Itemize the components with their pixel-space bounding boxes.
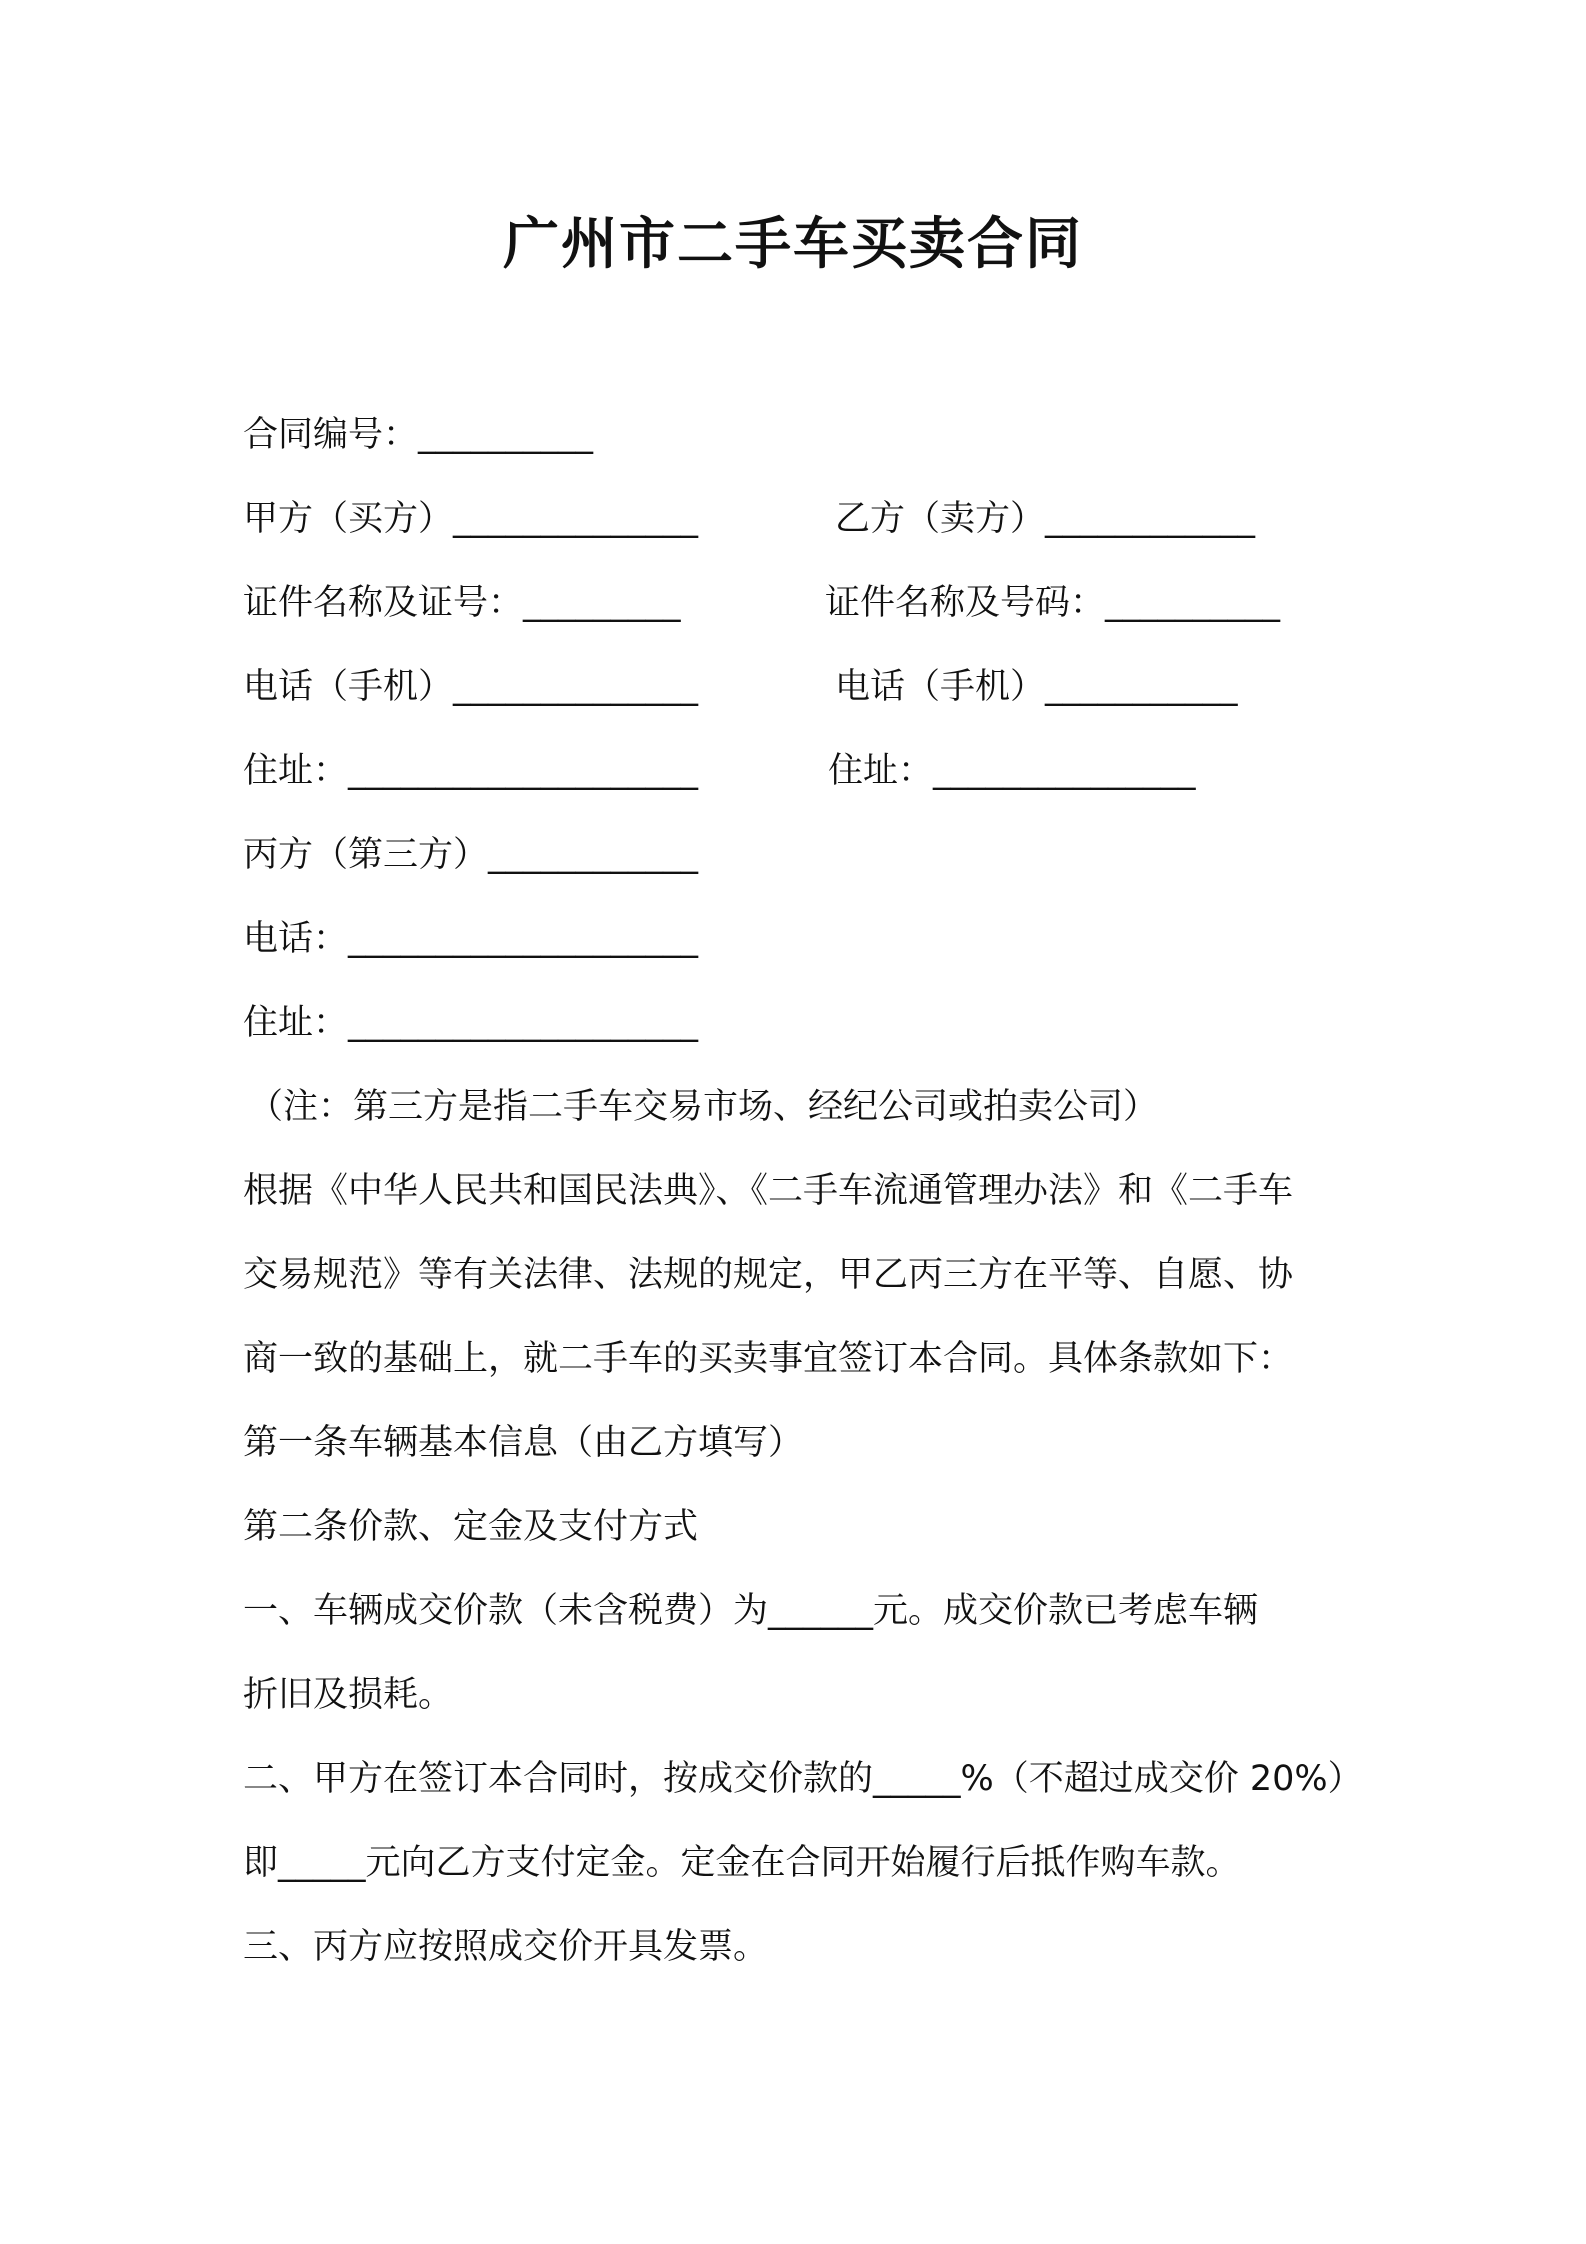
party-c-address-field: 住址：____________________ [243,1003,699,1043]
party-c-phone-field: 电话：____________________ [243,919,699,959]
clause-1-line: 一、车辆成交价款（未含税费）为______元。成交价款已考虑车辆 [243,1591,1259,1631]
preamble-line: 根据《中华人民共和国民法典》、《二手车流通管理办法》和《二手车 [243,1171,1294,1211]
clause-2-line: 二、甲方在签订本合同时，按成交价款的_____%（不超过成交价 20%） [243,1759,1363,1799]
third-party-note: （注：第三方是指二手车交易市场、经纪公司或拍卖公司） [248,1087,1159,1127]
article-2-heading: 第二条价款、定金及支付方式 [243,1507,699,1547]
party-c-name-field: 丙方（第三方）____________ [243,835,699,875]
party-b-name-field: 乙方（卖方）____________ [835,499,1256,539]
party-a-name-field: 甲方（买方）______________ [243,499,699,539]
article-1-heading: 第一条车辆基本信息（由乙方填写） [243,1423,804,1463]
document-title: 广州市二手车买卖合同 [503,212,1083,277]
party-a-phone-field: 电话（手机）______________ [243,667,699,707]
clause-2-line: 即_____元向乙方支付定金。定金在合同开始履行后抵作购车款。 [243,1843,1241,1883]
party-b-phone-field: 电话（手机）___________ [835,667,1238,707]
contract-number-field: 合同编号：__________ [243,415,594,455]
party-b-address-field: 住址：_______________ [828,751,1196,791]
preamble-line: 商一致的基础上，就二手车的买卖事宜签订本合同。具体条款如下： [243,1339,1294,1379]
party-b-id-field: 证件名称及号码：__________ [825,583,1281,623]
party-a-id-field: 证件名称及证号：_________ [243,583,681,623]
clause-3-line: 三、丙方应按照成交价开具发票。 [243,1927,769,1967]
preamble-line: 交易规范》等有关法律、法规的规定，甲乙丙三方在平等、自愿、协 [243,1255,1294,1295]
party-a-address-field: 住址：____________________ [243,751,699,791]
clause-1-line: 折旧及损耗。 [243,1675,454,1715]
